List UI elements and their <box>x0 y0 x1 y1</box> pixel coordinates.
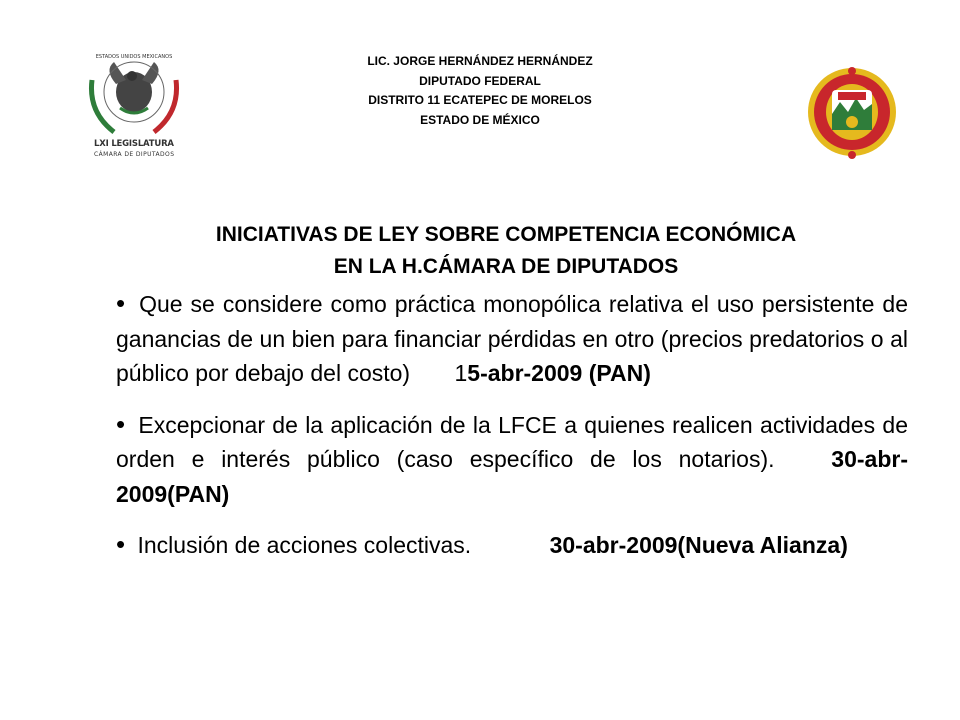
title-line-2: EN LA H.CÁMARA DE DIPUTADOS <box>333 255 679 278</box>
header-position: DIPUTADO FEDERAL <box>419 73 541 88</box>
bullet-date: 30-abr-2009(Nueva Alianza) <box>549 532 848 558</box>
slide-title <box>126 219 886 283</box>
svg-text:LXI LEGISLATURA: LXI LEGISLATURA <box>94 139 174 149</box>
bullet-date-prefix: 1 <box>454 360 468 386</box>
svg-text:ESTADOS UNIDOS MEXICANOS: ESTADOS UNIDOS MEXICANOS <box>95 54 173 60</box>
bullet-date-wrap <box>416 360 650 386</box>
bullet-item <box>116 407 908 512</box>
title-line-1: INICIATIVAS DE LEY SOBRE COMPETENCIA ECONÓMICA <box>215 223 797 246</box>
mexican-coat-of-arms-icon <box>74 40 194 162</box>
bullet-date: 30-abr-2009(PAN) <box>116 446 908 507</box>
bullet-dot-icon: • <box>116 529 126 559</box>
bullet-item <box>116 527 908 563</box>
header-name: LIC. JORGE HERNÁNDEZ HERNÁNDEZ <box>367 54 593 68</box>
header-district: DISTRITO 11 ECATEPEC DE MORELOS <box>368 93 592 107</box>
header-state: ESTADO DE MÉXICO <box>420 112 540 127</box>
lxi-legislatura-logo <box>74 40 194 162</box>
bullet-text: Inclusión de acciones colectivas. <box>137 532 472 558</box>
estado-de-mexico-coat-of-arms-icon <box>804 66 900 162</box>
header <box>300 52 660 130</box>
bullet-item <box>116 286 908 391</box>
bullet-list <box>116 286 908 579</box>
svg-text:CÁMARA DE DIPUTADOS: CÁMARA DE DIPUTADOS <box>94 151 174 158</box>
bullet-text: Excepcionar de la aplicación de la LFCE a quienes realicen actividades de orden e interés público (caso específico de los notarios). <box>116 411 908 472</box>
bullet-date: 5-abr-2009 (PAN) <box>467 360 651 386</box>
bullet-text: Que se considere como práctica monopólica relativa el uso persistente de ganancias de un bien para financiar pérdidas en otro (precios predatorios o al público por debajo del costo) <box>116 291 909 386</box>
bullet-dot-icon: • <box>116 288 126 318</box>
bullet-dot-icon: • <box>116 408 126 439</box>
estado-de-mexico-shield <box>804 66 900 162</box>
